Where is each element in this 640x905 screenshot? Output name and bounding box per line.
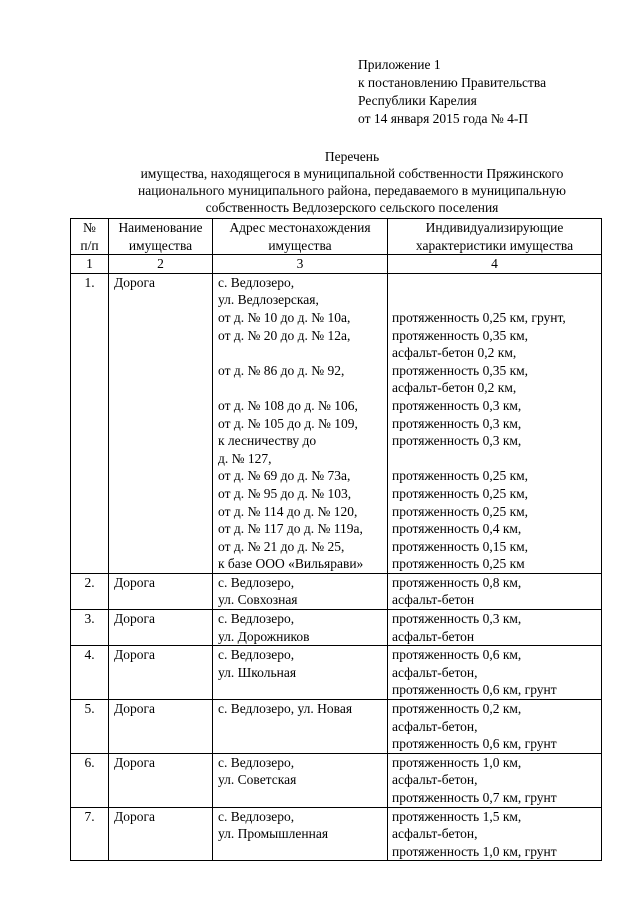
header-text: Наименование	[118, 220, 203, 235]
address-line: ул. Дорожников	[218, 628, 310, 644]
address-line: с. Ведлозеро, ул. Новая	[218, 701, 353, 717]
address-line: ул. Ведлозерская,	[218, 292, 319, 308]
row-number: 4.	[71, 646, 109, 700]
characteristic-line: асфальт-бетон,	[392, 664, 478, 680]
table-header-row	[71, 219, 602, 255]
property-name: Дорога	[109, 573, 213, 609]
title-heading: Перечень	[324, 149, 380, 164]
table-row	[71, 273, 602, 573]
address-line: от д. № 86 до д. № 92,	[218, 362, 345, 378]
address-line: с. Ведлозеро,	[218, 611, 295, 627]
column-number: 4	[388, 255, 602, 274]
appendix-line: к постановлению Правительства	[358, 75, 547, 90]
header-text: Индивидуализирующие	[425, 220, 564, 235]
table-row	[71, 573, 602, 609]
header-address	[213, 219, 388, 255]
row-number: 7.	[71, 807, 109, 861]
property-address	[213, 700, 388, 754]
characteristic-line: протяженность 1,0 км, грунт	[392, 843, 557, 859]
property-characteristics	[388, 646, 602, 700]
row-number: 5.	[71, 700, 109, 754]
property-address	[213, 573, 388, 609]
characteristic-line	[392, 450, 601, 468]
document-title	[62, 148, 640, 216]
header-text: №	[83, 220, 96, 235]
address-line: с. Ведлозеро,	[218, 574, 295, 590]
address-line: с. Ведлозеро,	[218, 647, 295, 663]
table-row	[71, 753, 602, 807]
property-name: Дорога	[109, 610, 213, 646]
address-line	[218, 379, 387, 397]
header-text: характеристики имущества	[415, 237, 574, 253]
header-text: п/п	[80, 237, 99, 253]
characteristic-line	[392, 291, 601, 309]
appendix-line: Республики Карелия	[358, 93, 477, 108]
address-line: ул. Школьная	[218, 664, 297, 680]
column-number: 2	[109, 255, 213, 274]
characteristic-line: протяженность 0,6 км,	[392, 647, 522, 663]
header-text: имущества	[128, 237, 193, 253]
characteristic-line: протяженность 0,25 км,	[392, 468, 529, 484]
row-number: 6.	[71, 753, 109, 807]
title-line: собственность Ведлозерского сельского поселения	[205, 200, 499, 215]
characteristic-line: асфальт-бетон 0,2 км,	[392, 380, 517, 396]
title-line: национального муниципального района, передаваемого в муниципальную	[137, 183, 567, 198]
property-address	[213, 807, 388, 861]
address-line: от д. № 20 до д. № 12а,	[218, 327, 351, 343]
characteristic-line: асфальт-бетон,	[392, 772, 478, 788]
header-text: Адрес местонахождения	[229, 220, 371, 235]
address-line: от д. № 95 до д. № 103,	[218, 485, 352, 501]
characteristic-line: асфальт-бетон	[392, 592, 475, 608]
characteristic-line: протяженность 0,3 км,	[392, 611, 522, 627]
table-row	[71, 646, 602, 700]
characteristic-line: протяженность 0,25 км,	[392, 503, 529, 519]
characteristic-line: протяженность 0,15 км,	[392, 538, 529, 554]
characteristic-line: протяженность 0,25 км	[392, 556, 525, 572]
title-line: имущества, находящегося в муниципальной собственности Пряжинского	[140, 166, 564, 181]
characteristic-line: асфальт-бетон 0,2 км,	[392, 345, 517, 361]
header-name	[109, 219, 213, 255]
property-address	[213, 753, 388, 807]
characteristic-line: протяженность 0,3 км,	[392, 415, 522, 431]
property-table	[70, 218, 602, 861]
property-characteristics	[388, 573, 602, 609]
address-line: от д. № 10 до д. № 10а,	[218, 309, 351, 325]
property-name: Дорога	[109, 807, 213, 861]
characteristic-line: протяженность 0,35 км,	[392, 327, 529, 343]
address-line: от д. № 69 до д. № 73а,	[218, 468, 351, 484]
characteristic-line: протяженность 0,4 км,	[392, 521, 522, 537]
table-row	[71, 700, 602, 754]
appendix-note	[358, 56, 546, 128]
address-line: ул. Совхозная	[218, 592, 298, 608]
property-characteristics	[388, 700, 602, 754]
characteristic-line: протяженность 0,25 км, грунт,	[392, 309, 566, 325]
address-line: с. Ведлозеро,	[218, 808, 295, 824]
address-line	[218, 344, 387, 362]
characteristic-line: протяженность 0,8 км,	[392, 574, 522, 590]
column-number: 1	[71, 255, 109, 274]
characteristic-line: асфальт-бетон	[392, 628, 475, 644]
characteristic-line: протяженность 1,0 км,	[392, 754, 522, 770]
property-name: Дорога	[109, 646, 213, 700]
row-number: 1.	[71, 273, 109, 573]
property-characteristics	[388, 807, 602, 861]
characteristic-line: протяженность 0,3 км,	[392, 397, 522, 413]
characteristic-line: протяженность 0,7 км, грунт	[392, 790, 557, 805]
characteristic-line: асфальт-бетон,	[392, 826, 478, 842]
characteristic-line: протяженность 0,3 км,	[392, 433, 522, 449]
property-characteristics	[388, 610, 602, 646]
characteristic-line: протяженность 0,2 км,	[392, 701, 522, 717]
header-characteristics	[388, 219, 602, 255]
table-body	[71, 273, 602, 861]
table-row	[71, 807, 602, 861]
address-line: от д. № 105 до д. № 109,	[218, 415, 358, 431]
characteristic-line: протяженность 1,5 км,	[392, 808, 522, 824]
column-number: 3	[213, 255, 388, 274]
property-name: Дорога	[109, 753, 213, 807]
table-row	[71, 610, 602, 646]
property-address	[213, 273, 388, 573]
characteristic-line: асфальт-бетон,	[392, 718, 478, 734]
property-characteristics	[388, 273, 602, 573]
appendix-line: Приложение 1	[358, 57, 441, 72]
address-line: ул. Промышленная	[218, 826, 329, 842]
characteristic-line: протяженность 0,6 км, грунт	[392, 736, 557, 752]
property-name: Дорога	[109, 273, 213, 573]
row-number: 2.	[71, 573, 109, 609]
column-number-row	[71, 255, 602, 274]
property-name: Дорога	[109, 700, 213, 754]
address-line: д. № 127,	[218, 450, 272, 466]
characteristic-line: протяженность 0,35 км,	[392, 362, 529, 378]
address-line: ул. Советская	[218, 772, 297, 788]
property-address	[213, 610, 388, 646]
address-line: от д. № 108 до д. № 106,	[218, 397, 358, 413]
address-line: к базе ООО «Вильярави»	[218, 556, 364, 572]
address-line: от д. № 114 до д. № 120,	[218, 503, 358, 519]
address-line: от д. № 21 до д. № 25,	[218, 538, 345, 554]
header-number	[71, 219, 109, 255]
property-characteristics	[388, 753, 602, 807]
header-text: имущества	[268, 237, 332, 253]
address-line: от д. № 117 до д. № 119а,	[218, 521, 363, 537]
characteristic-line: протяженность 0,25 км,	[392, 485, 529, 501]
address-line: с. Ведлозеро,	[218, 274, 295, 290]
appendix-line: от 14 января 2015 года № 4-П	[358, 111, 529, 126]
characteristic-line	[392, 274, 601, 292]
address-line: с. Ведлозеро,	[218, 754, 295, 770]
row-number: 3.	[71, 610, 109, 646]
address-line: к лесничеству до	[218, 433, 317, 449]
characteristic-line: протяженность 0,6 км, грунт	[392, 682, 557, 698]
property-address	[213, 646, 388, 700]
